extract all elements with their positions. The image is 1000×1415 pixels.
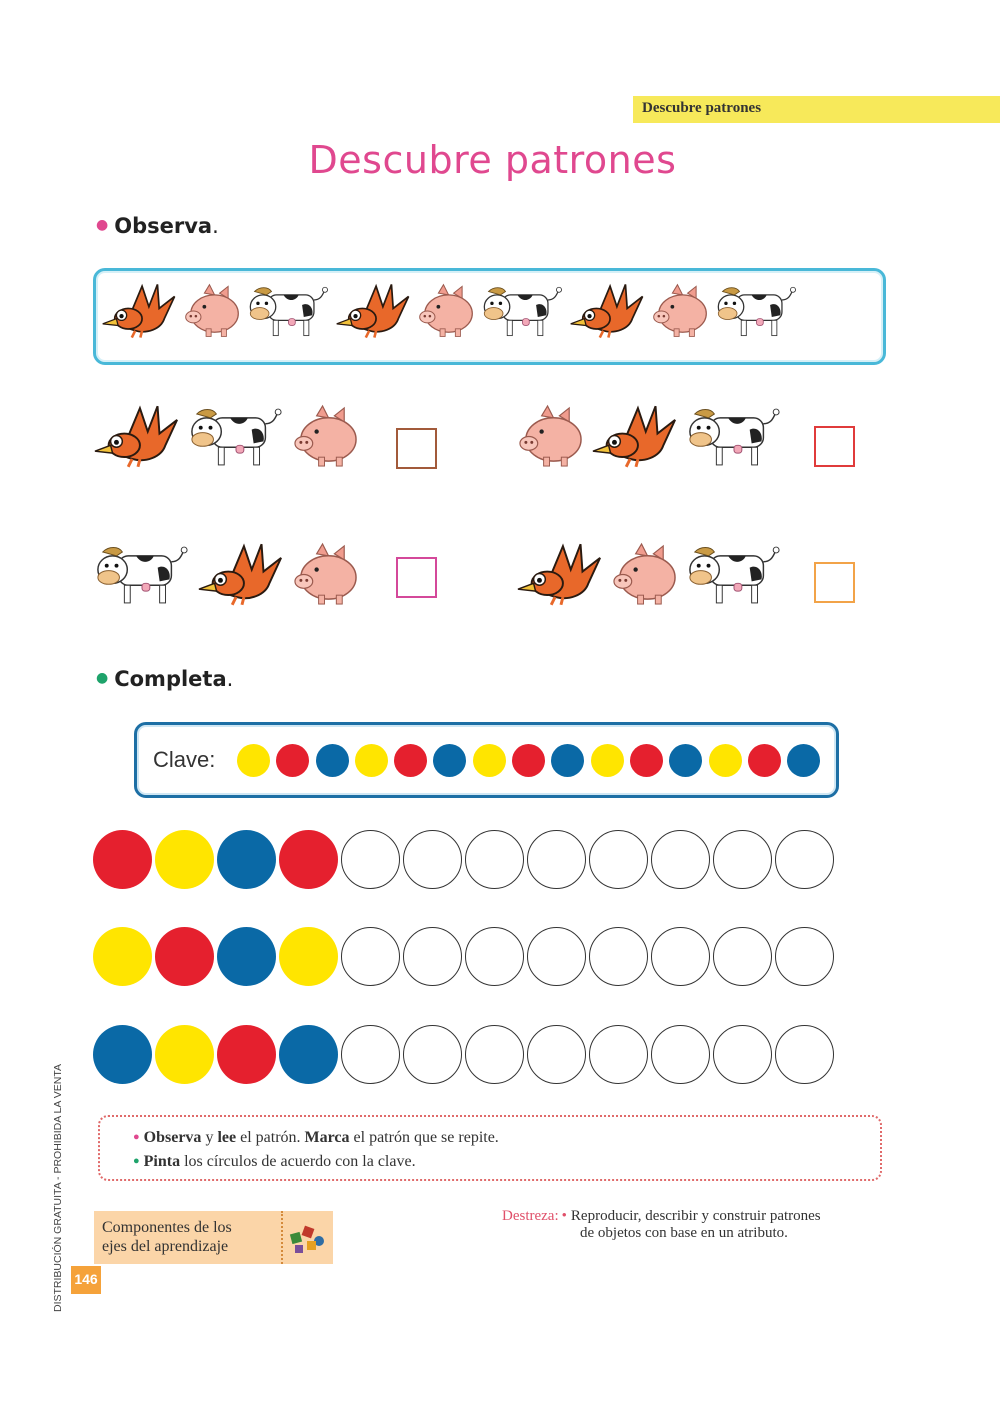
clave-dot-blue [669,744,702,777]
instructions-box [98,1115,882,1181]
empty-circle[interactable] [651,1025,710,1084]
option-1-answer-box[interactable] [396,428,437,469]
pig-icon [291,542,360,607]
filled-circle-blue [279,1025,338,1084]
empty-circle[interactable] [651,830,710,889]
clave-dot-red [394,744,427,777]
filled-circle-red [155,927,214,986]
instruction-line-1: ● Observa y lee el patrón. Marca el patrón que se repite. [133,1129,499,1146]
section-tab: Descubre patrones [633,96,1000,123]
clave-dot-blue [551,744,584,777]
circle-row-3 [93,1025,837,1084]
filled-circle-red [279,830,338,889]
option-4-animals [516,540,789,609]
filled-circle-blue [217,830,276,889]
destreza-label: Destreza: [502,1208,559,1224]
page-title: Descubre patrones [308,138,677,182]
empty-circle[interactable] [775,1025,834,1084]
filled-circle-yellow [279,927,338,986]
observa-heading: ● Observa. [96,214,219,238]
bird-icon [335,281,412,341]
filled-circle-yellow [155,1025,214,1084]
empty-circle[interactable] [713,927,772,986]
clave-dot-red [512,744,545,777]
pig-icon [610,542,679,607]
cow-icon [187,404,285,469]
empty-circle[interactable] [589,1025,648,1084]
page-number: 146 [71,1266,101,1294]
clave-dot-red [630,744,663,777]
circle-row-1 [93,830,837,889]
empty-circle[interactable] [403,830,462,889]
empty-circle[interactable] [465,830,524,889]
clave-box [134,722,839,798]
clave-dot-red [748,744,781,777]
filled-circle-red [93,830,152,889]
bird-icon [569,281,646,341]
empty-circle[interactable] [713,830,772,889]
empty-circle[interactable] [341,927,400,986]
completa-label: Completa [114,667,227,691]
clave-sequence [237,744,826,777]
components-text: Componentes de los ejes del aprendizaje [102,1219,232,1255]
option-4-answer-box[interactable] [814,562,855,603]
bird-icon [591,402,679,471]
cow-icon [93,542,191,607]
clave-dot-red [276,744,309,777]
cow-icon [685,542,783,607]
empty-circle[interactable] [527,830,586,889]
blocks-icon [281,1211,333,1264]
destreza-note: Destreza: • Reproducir, describir y construir patrones de objetos con base en un atributo. [502,1208,821,1241]
completa-bullet: ● [96,670,109,686]
clave-dot-yellow [709,744,742,777]
empty-circle[interactable] [403,927,462,986]
cow-icon [480,283,565,339]
destreza-line-1: Reproducir, describir y construir patrones [570,1208,821,1224]
clave-label: Clave: [153,747,216,772]
observa-label: Observa [114,214,213,238]
completa-heading: ● Completa. [96,667,234,691]
empty-circle[interactable] [527,927,586,986]
empty-circle[interactable] [589,830,648,889]
clave-dot-yellow [473,744,506,777]
clave-dot-yellow [355,744,388,777]
side-legal-text: DISTRIBUCIÓN GRATUITA - PROHIBIDA LA VENTA [52,1064,64,1312]
pig-icon [182,283,242,339]
empty-circle[interactable] [651,927,710,986]
option-3-animals [93,540,366,609]
empty-circle[interactable] [775,830,834,889]
pattern-sequence [101,281,803,341]
empty-circle[interactable] [465,927,524,986]
instruction-line-2: ● Pinta los círculos de acuerdo con la clave. [133,1153,416,1170]
option-2-animals [516,402,789,471]
circle-row-2 [93,927,837,986]
option-3-answer-box[interactable] [396,557,437,598]
bird-icon [93,402,181,471]
clave-dot-yellow [237,744,270,777]
filled-circle-yellow [93,927,152,986]
empty-circle[interactable] [713,1025,772,1084]
empty-circle[interactable] [589,927,648,986]
pig-icon [291,404,360,469]
clave-dot-blue [433,744,466,777]
pig-icon [650,283,710,339]
filled-circle-blue [217,927,276,986]
cow-icon [714,283,799,339]
components-box [94,1211,333,1264]
cow-icon [246,283,331,339]
bird-icon [516,540,604,609]
clave-dot-yellow [591,744,624,777]
option-2-answer-box[interactable] [814,426,855,467]
clave-dot-blue [787,744,820,777]
empty-circle[interactable] [403,1025,462,1084]
empty-circle[interactable] [341,830,400,889]
empty-circle[interactable] [527,1025,586,1084]
pig-icon [416,283,476,339]
clave-dot-blue [316,744,349,777]
filled-circle-red [217,1025,276,1084]
bird-icon [197,540,285,609]
observa-pattern-box [93,268,886,365]
pig-icon [516,404,585,469]
observa-bullet: ● [96,217,109,233]
option-1-animals [93,402,366,471]
empty-circle[interactable] [465,1025,524,1084]
empty-circle[interactable] [341,1025,400,1084]
empty-circle[interactable] [775,927,834,986]
filled-circle-yellow [155,830,214,889]
destreza-line-2: de objetos con base en un atributo. [580,1225,788,1241]
filled-circle-blue [93,1025,152,1084]
bird-icon [101,281,178,341]
cow-icon [685,404,783,469]
